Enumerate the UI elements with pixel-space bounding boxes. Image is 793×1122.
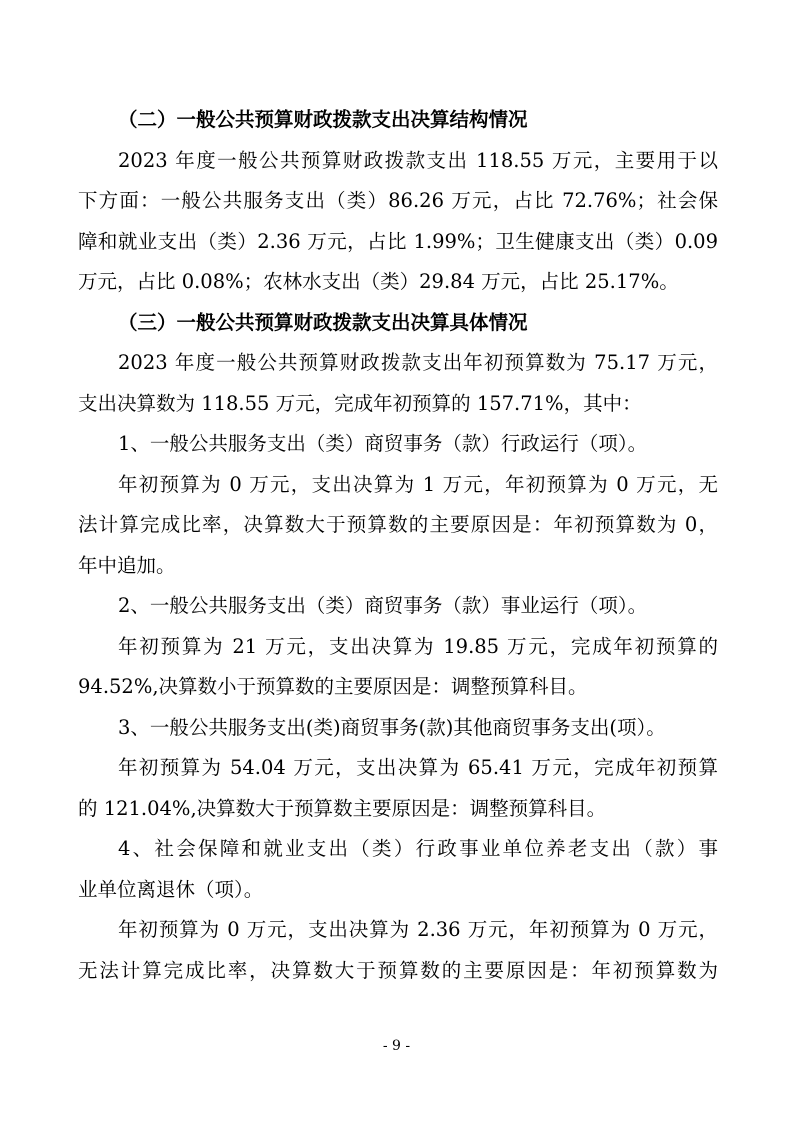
paragraph-line: 无法计算完成比率，决算数大于预算数的主要原因是：年初预算数为: [78, 958, 718, 982]
paragraph-line: 万元，占比 0.08%；农林水支出（类）29.84 万元，占比 25.17%。: [78, 270, 679, 293]
item-3-title: 3、一般公共服务支出(类)商贸事务(款)其他商贸事务支出(项）。: [118, 715, 666, 739]
document-page: [78, 100, 718, 991]
section-2-heading: （二）一般公共预算财政拨款支出决算结构情况: [118, 108, 528, 131]
paragraph-line: 94.52%,决算数小于预算数的主要原因是：调整预算科目。: [78, 675, 588, 698]
paragraph-line: 2023 年度一般公共预算财政拨款支出年初预算数为 75.17 万元，: [118, 351, 718, 374]
paragraph-line: 2023 年度一般公共预算财政拨款支出 118.55 万元，主要用于以: [118, 148, 718, 172]
paragraph-line: 年初预算为 0 万元，支出决算为 2.36 万元，年初预算为 0 万元，: [118, 918, 718, 941]
paragraph-line: 年初预算为 54.04 万元，支出决算为 65.41 万元，完成年初预算: [118, 756, 718, 779]
page-number: - 9 -: [382, 1038, 411, 1054]
paragraph-line: 障和就业支出（类）2.36 万元，占比 1.99%；卫生健康支出（类）0.09: [78, 229, 718, 253]
paragraph-line: 年中追加。: [78, 553, 176, 577]
paragraph-line: 的 121.04%,决算数大于预算数主要原因是：调整预算科目。: [78, 796, 607, 820]
paragraph-line: 法计算完成比率，决算数大于预算数的主要原因是：年初预算数为 0，: [78, 513, 718, 536]
item-1-title: 1、一般公共服务支出（类）商贸事务（款）行政运行（项）。: [118, 432, 648, 455]
paragraph-line: 年初预算为 21 万元，支出决算为 19.85 万元，完成年初预算的: [118, 634, 718, 658]
item-4-title: 4、社会保障和就业支出（类）行政事业单位养老支出（款）事: [118, 837, 718, 860]
section-3-heading: （三）一般公共预算财政拨款支出决算具体情况: [118, 310, 528, 334]
paragraph-line: 下方面：一般公共服务支出（类）86.26 万元，占比 72.76%；社会保: [78, 189, 718, 212]
paragraph-line: 支出决算数为 118.55 万元，完成年初预算的 157.71%，其中：: [78, 391, 642, 415]
item-4-title-continued: 业单位离退休（项）。: [78, 877, 264, 901]
item-2-title: 2、一般公共服务支出（类）商贸事务（款）事业运行（项）。: [118, 594, 648, 617]
paragraph-line: 年初预算为 0 万元，支出决算为 1 万元，年初预算为 0 万元，无: [118, 472, 718, 496]
